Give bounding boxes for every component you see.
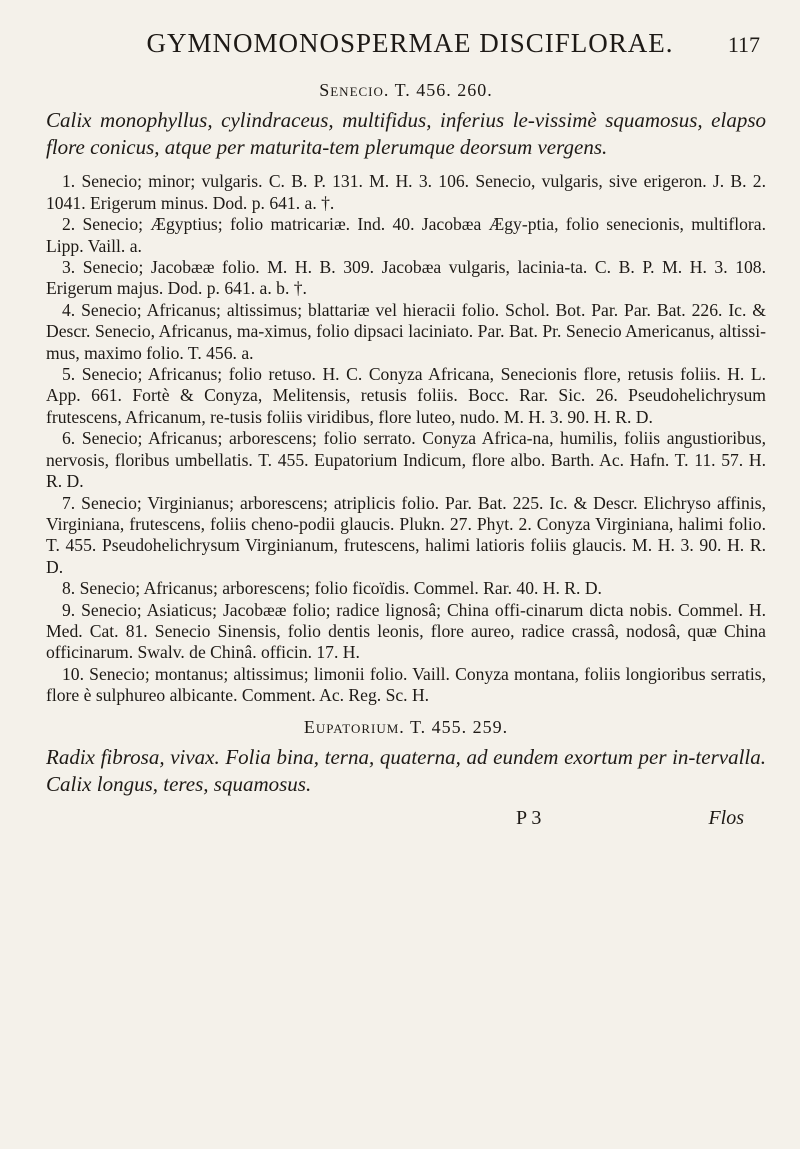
species-entry: 6. Senecio; Africanus; arborescens; folio serrato. Conyza Africa-na, humilis, foliis angustioribus, nervosis, floribus umbellatis. T. 455. Eupatorium Indicum, flore albo. Barth. Ac. Hafn. T. 11. 57. H. R. D. bbox=[46, 428, 766, 492]
species-entry: 5. Senecio; Africanus; folio retuso. H. C. Conyza Africana, Senecionis flore, retusis foliis. H. L. App. 661. Fortè & Conyza, Melitensis, retusis foliis. Bocc. Rar. Sic. 26. Pseudohelichrysum frutescens, Africanum, re-tusis foliis viridibus, flore luteo, nudo. M. H. 3. 90. H. R. D. bbox=[46, 364, 766, 427]
page-number: 117 bbox=[727, 32, 760, 57]
page-footer bbox=[46, 808, 766, 834]
page-content bbox=[46, 80, 766, 834]
signature-mark: P 3 bbox=[516, 806, 542, 829]
section-eupatorium bbox=[46, 717, 766, 798]
species-entry: 9. Senecio; Asiaticus; Jacobææ folio; radice lignosâ; China offi-cinarum dicta nobis. Commel. H. Med. Cat. 81. Senecio Sinensis, folio dentis leonis, flore aureo, radice crassâ, nodosâ, quæ China officinarum. Swalv. de Chinâ. officin. 17. H. bbox=[46, 599, 766, 663]
catchword: Flos bbox=[708, 806, 744, 829]
section-senecio bbox=[46, 80, 766, 707]
genus-description: Calix monophyllus, cylindraceus, multifidus, inferius le-vissimè squamosus, elapso flore conicus, atque per maturita-tem plerumque deorsum vergens. bbox=[46, 108, 766, 160]
species-entry: 2. Senecio; Ægyptius; folio matricariæ. Ind. 40. Jacobæa Ægy-ptia, folio senecionis, multiflora. Lipp. Vaill. a. bbox=[46, 214, 766, 256]
species-entry: 8. Senecio; Africanus; arborescens; folio ficoïdis. Commel. Rar. 40. H. R. D. bbox=[62, 578, 602, 599]
genus-description: Radix fibrosa, vivax. Folia bina, terna, quaterna, ad eundem exortum per in-tervalla. Calix longus, teres, squamosus. bbox=[46, 744, 766, 796]
species-entry: 4. Senecio; Africanus; altissimus; blattariæ vel hieracii folio. Schol. Bot. Par. Par. Bat. 226. Ic. & Descr. Senecio, Africanus, ma-ximus, folio dipsaci laciniato. Par. Bat. Pr. Senecio Americanus, altissi-mus, maximo folio. T. 456. a. bbox=[46, 299, 766, 363]
species-entry: 7. Senecio; Virginianus; arborescens; atriplicis folio. Par. Bat. 225. Ic. & Descr. Elichryso affinis, Virginiana, frutescens, foliis cheno-podii glaucis. Plukn. 27. Phyt. 2. Conyza Virginiana, halimi folio. T. 455. Pseudohelichrysum Virginianum, frutescens, halimi latioris foliis glaucis. M. H. 3. 90. H. R. D. bbox=[46, 492, 766, 577]
running-title: GYMNOMONOSPERMAE DISCIFLORAE. bbox=[146, 28, 674, 58]
section-heading: Senecio. T. 456. 260. bbox=[319, 80, 493, 100]
species-entry: 10. Senecio; montanus; altissimus; limonii folio. Vaill. Conyza montana, foliis longioribus serratis, flore è sulphureo albicante. Comment. Ac. Reg. Sc. H. bbox=[46, 663, 766, 706]
section-heading: Eupatorium. T. 455. 259. bbox=[303, 716, 509, 737]
species-entry: 1. Senecio; minor; vulgaris. C. B. P. 131. M. H. 3. 106. Senecio, vulgaris, sive erigeron. J. B. 2. 1041. Erigerum minus. Dod. p. 641. a. †. bbox=[46, 171, 766, 213]
species-entry: 3. Senecio; Jacobææ folio. M. H. B. 309. Jacobæa vulgaris, lacinia-ta. C. B. P. M. H. 3. 108. Erigerum majus. Dod. p. 641. a. b. †. bbox=[46, 257, 766, 299]
